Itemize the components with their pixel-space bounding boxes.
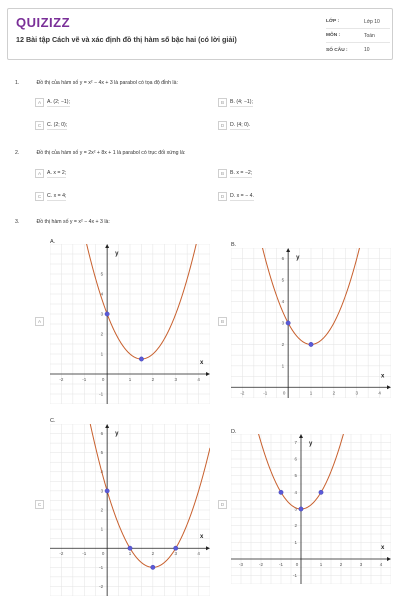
answer-option-b[interactable] bbox=[218, 98, 253, 107]
option-letter-box[interactable]: D bbox=[218, 192, 227, 201]
x-tick-label: 1 bbox=[319, 562, 323, 567]
graph-option-box-d[interactable]: D bbox=[218, 500, 227, 509]
y-tick-label: 5 bbox=[100, 271, 104, 277]
x-tick-label: 4 bbox=[197, 377, 200, 382]
chart-svg bbox=[50, 424, 210, 596]
y-tick-label: 2 bbox=[281, 341, 285, 347]
data-point bbox=[319, 490, 323, 494]
x-axis-arrow bbox=[387, 557, 391, 561]
graph-option-box-c[interactable]: C bbox=[35, 500, 44, 509]
y-tick-label: 4 bbox=[294, 489, 297, 495]
x-tick-label: -2 bbox=[59, 377, 64, 382]
meta-value: 10 bbox=[364, 47, 370, 53]
parabola-graph-a bbox=[50, 244, 210, 404]
parabola-graph-d bbox=[231, 434, 391, 584]
answer-option-d[interactable] bbox=[218, 192, 254, 201]
option-text: D. (4; 0). bbox=[230, 121, 251, 128]
x-tick-label: 4 bbox=[379, 562, 383, 567]
y-tick-label: 2 bbox=[294, 523, 297, 529]
y-tick-label: 2 bbox=[100, 507, 104, 513]
x-tick-label: 4 bbox=[378, 390, 381, 396]
y-tick-label: 1 bbox=[294, 539, 297, 545]
y-tick-label: -1 bbox=[99, 564, 104, 570]
data-point bbox=[286, 321, 290, 325]
worksheet-title: 12 Bài tập Cách vẽ và xác định đồ thị hàm số bậc hai (có lời giải) bbox=[16, 35, 237, 44]
x-tick-label: 2 bbox=[151, 551, 155, 557]
y-tick-label: 5 bbox=[281, 277, 285, 283]
x-tick-label: 0 bbox=[101, 377, 105, 382]
x-tick-label: 0 bbox=[101, 551, 105, 557]
parabola-graph-b bbox=[231, 248, 391, 398]
y-tick-label: -1 bbox=[292, 573, 297, 579]
question-2 bbox=[15, 150, 185, 156]
option-letter-box[interactable]: B bbox=[218, 169, 227, 178]
question-text: Đồ thị hàm số y = x² − 4x + 3 là: bbox=[36, 219, 110, 225]
y-tick-label: 4 bbox=[281, 299, 285, 305]
meta-row-subject bbox=[326, 29, 390, 43]
meta-value: Toán bbox=[364, 32, 375, 39]
option-letter-box[interactable]: A bbox=[35, 169, 44, 178]
x-tick-label: 0 bbox=[282, 390, 286, 396]
y-tick-label: 4 bbox=[100, 291, 104, 297]
option-letter-box[interactable]: A bbox=[35, 98, 44, 107]
meta-value: Lớp 10 bbox=[364, 18, 380, 25]
y-tick-label: -1 bbox=[99, 391, 104, 397]
y-tick-label: 2 bbox=[100, 331, 104, 337]
x-tick-label: -1 bbox=[278, 562, 284, 567]
data-point bbox=[105, 489, 109, 493]
meta-label: MÔN : bbox=[326, 33, 341, 38]
data-point bbox=[151, 565, 155, 569]
y-axis-arrow bbox=[105, 424, 109, 428]
chart-svg bbox=[231, 434, 391, 584]
x-tick-label: 1 bbox=[128, 377, 132, 382]
brand-logo: QUIZIZZ bbox=[16, 15, 71, 30]
x-tick-label: 4 bbox=[197, 551, 200, 557]
x-tick-label: -1 bbox=[82, 551, 87, 557]
y-tick-label: 6 bbox=[100, 431, 104, 437]
option-text: B. x = −2; bbox=[230, 169, 253, 176]
x-tick-label: -1 bbox=[263, 390, 268, 396]
x-tick-label: 2 bbox=[332, 390, 336, 396]
question-number: 3. bbox=[15, 219, 20, 225]
meta-row-class bbox=[326, 15, 390, 29]
y-axis-label: y bbox=[115, 251, 119, 257]
x-tick-label: 2 bbox=[151, 377, 155, 382]
worksheet-meta bbox=[326, 15, 390, 57]
x-tick-label: -3 bbox=[238, 562, 244, 567]
parabola-graph-c bbox=[50, 424, 210, 596]
graph-label-d: D. bbox=[231, 429, 237, 435]
chart-svg bbox=[50, 244, 210, 404]
x-tick-label: 0 bbox=[295, 562, 299, 567]
parabola-curve bbox=[90, 424, 210, 567]
x-axis-arrow bbox=[206, 546, 210, 550]
question-number: 1. bbox=[15, 80, 20, 86]
y-tick-label: 7 bbox=[294, 439, 297, 445]
answer-option-c[interactable] bbox=[35, 192, 66, 201]
meta-row-count bbox=[326, 43, 390, 57]
y-tick-label: 6 bbox=[281, 256, 285, 262]
graph-option-box-a[interactable]: A bbox=[35, 317, 44, 326]
x-axis-label: x bbox=[200, 534, 204, 541]
data-point bbox=[105, 312, 109, 316]
data-point bbox=[309, 342, 313, 346]
x-axis-label: x bbox=[381, 373, 385, 380]
question-1 bbox=[15, 80, 178, 86]
y-tick-label: 5 bbox=[100, 450, 104, 456]
question-number: 2. bbox=[15, 150, 20, 156]
worksheet-header bbox=[7, 8, 393, 60]
answer-option-a[interactable] bbox=[35, 169, 66, 178]
y-tick-label: 6 bbox=[294, 456, 297, 462]
y-tick-label: 3 bbox=[100, 488, 104, 494]
y-axis-arrow bbox=[286, 248, 290, 252]
meta-label: SỐ CÂU : bbox=[326, 47, 348, 53]
option-letter-box[interactable]: D bbox=[218, 121, 227, 130]
option-text: C. x = 4; bbox=[47, 192, 67, 199]
option-text: C. (2; 0); bbox=[47, 121, 68, 128]
chart-svg bbox=[231, 248, 391, 398]
option-letter-box[interactable]: B bbox=[218, 98, 227, 107]
x-tick-label: 3 bbox=[174, 377, 177, 382]
data-point bbox=[299, 507, 303, 511]
graph-label-c: C. bbox=[50, 418, 56, 424]
graph-label-b: B. bbox=[231, 242, 237, 248]
option-letter-box[interactable]: C bbox=[35, 192, 44, 201]
y-tick-label: 1 bbox=[100, 526, 104, 532]
option-letter-box[interactable]: C bbox=[35, 121, 44, 130]
answer-option-d[interactable] bbox=[218, 121, 250, 130]
y-axis-arrow bbox=[105, 244, 109, 248]
x-axis-label: x bbox=[200, 360, 204, 366]
answer-option-c[interactable] bbox=[35, 121, 67, 130]
x-tick-label: -1 bbox=[82, 377, 87, 382]
question-text: Đồ thị của hàm số y = 2x² + 8x + 1 là parabol có trục đối xứng là: bbox=[36, 150, 186, 156]
answer-option-b[interactable] bbox=[218, 169, 252, 178]
y-axis-arrow bbox=[299, 434, 303, 438]
x-axis-label: x bbox=[381, 545, 385, 551]
y-tick-label: 3 bbox=[294, 506, 297, 512]
y-tick-label: 1 bbox=[281, 363, 285, 369]
x-tick-label: -2 bbox=[258, 562, 264, 567]
data-point bbox=[128, 546, 132, 550]
y-tick-label: 4 bbox=[100, 469, 104, 475]
y-axis-label: y bbox=[115, 431, 119, 437]
option-text: B. (4; −1); bbox=[230, 98, 253, 105]
option-text: A. (2; −1); bbox=[47, 98, 70, 105]
question-3 bbox=[15, 219, 110, 225]
y-tick-label: 3 bbox=[100, 311, 104, 317]
y-tick-label: 1 bbox=[100, 351, 104, 357]
question-text: Đồ thị của hàm số y = x² − 4x + 3 là parabol có tọa độ đỉnh là: bbox=[36, 80, 178, 86]
x-tick-label: 1 bbox=[128, 551, 132, 557]
graph-option-box-b[interactable]: B bbox=[218, 317, 227, 326]
y-tick-label: 3 bbox=[281, 320, 285, 326]
data-point bbox=[139, 357, 143, 361]
y-tick-label: -2 bbox=[99, 583, 104, 589]
x-tick-label: 3 bbox=[359, 562, 363, 567]
y-axis-label: y bbox=[296, 255, 300, 261]
x-axis-arrow bbox=[206, 372, 210, 376]
y-tick-label: 5 bbox=[294, 473, 297, 479]
data-point bbox=[279, 490, 283, 494]
x-tick-label: -2 bbox=[240, 390, 245, 396]
x-axis-arrow bbox=[387, 385, 391, 389]
x-tick-label: -2 bbox=[59, 551, 64, 557]
option-text: D. x = − 4. bbox=[230, 192, 254, 199]
x-tick-label: 1 bbox=[309, 390, 313, 396]
data-point bbox=[174, 546, 178, 550]
option-text: A. x = 2; bbox=[47, 169, 67, 176]
y-axis-label: y bbox=[309, 441, 313, 447]
x-tick-label: 2 bbox=[339, 562, 343, 567]
x-tick-label: 3 bbox=[174, 551, 177, 557]
graph-label-a: A. bbox=[50, 239, 56, 245]
answer-option-a[interactable] bbox=[35, 98, 70, 107]
meta-label: LỚP : bbox=[326, 19, 340, 24]
x-tick-label: 3 bbox=[355, 390, 358, 396]
